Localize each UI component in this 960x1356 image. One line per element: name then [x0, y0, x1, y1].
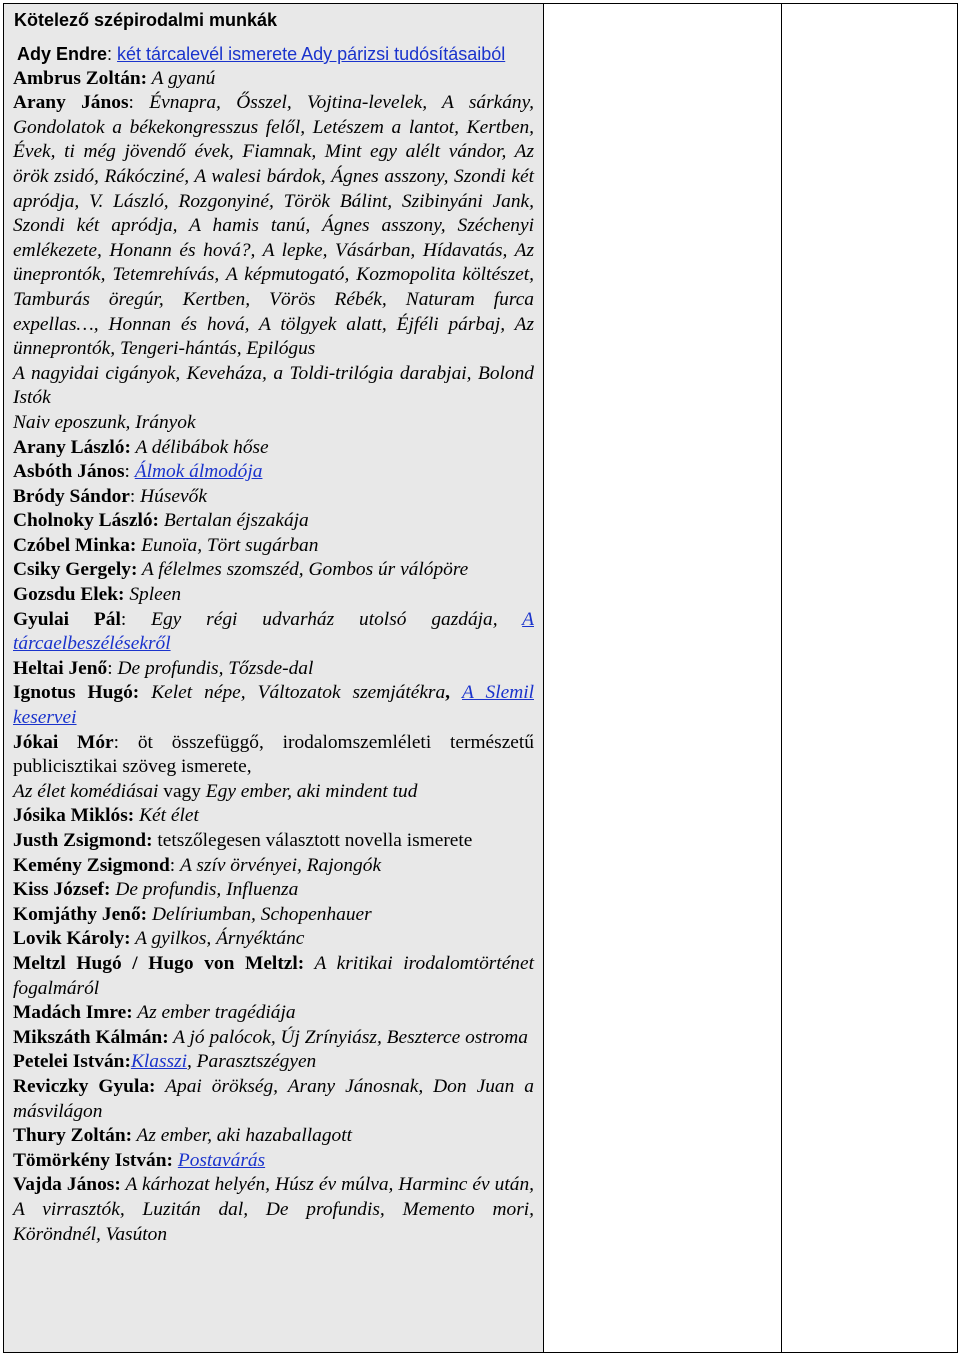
work-titles: Apai örökség, Arany Jánosnak, Don Juan a másvilágon — [13, 1075, 534, 1122]
author-name: Kiss József: — [13, 879, 111, 901]
entry-csiky — [13, 558, 534, 583]
author-name: Asbóth János — [13, 461, 125, 483]
entry-ambrus — [13, 67, 534, 92]
work-titles: A kárhozat helyén, Húsz év múlva, Harminc év után, A virrasztók, Luzitán dal, De profundis, Memento mori, Köröndnél, Vasúton — [13, 1174, 534, 1245]
entry-kiss — [13, 878, 534, 903]
work-titles: Spleen — [124, 584, 182, 606]
entry-ady: Ady Endre: két tárcalevél ismerete Ady párizsi tudósításaiból — [17, 44, 506, 64]
author-name: Czóbel Minka: — [13, 534, 137, 556]
author-name: Ady Endre — [17, 44, 108, 64]
reading-list-cell — [4, 4, 544, 1353]
author-name: Arany László: — [13, 436, 131, 458]
entry-josika — [13, 804, 534, 829]
author-name: Bródy Sándor — [13, 485, 130, 507]
work-titles: Húsevők — [140, 485, 207, 507]
work-titles: Az ember, aki hazaballagott — [132, 1125, 352, 1147]
entry-czobel — [13, 534, 534, 559]
author-name: Heltai Jenő — [13, 657, 108, 679]
work-titles: Két élet — [134, 805, 199, 827]
work-link[interactable]: két tárcalevél ismerete Ady párizsi tudósításaiból — [117, 44, 506, 64]
entry-arany-janos-line3: Naiv eposzunk, Irányok — [13, 411, 196, 433]
author-name: Csiky Gergely: — [13, 559, 138, 581]
work-titles: Eunoïa, Tört sugárban — [136, 534, 319, 556]
work-titles: A jó palócok, Új Zrínyiász, Beszterce ostroma — [168, 1026, 528, 1048]
entry-kemeny: Kemény Zsigmond: A szív örvényei, Rajongók — [13, 854, 382, 876]
entry-lovik — [13, 927, 534, 952]
author-name: Jókai Mór — [13, 731, 114, 753]
work-titles: De profundis, Tőzsde-dal — [117, 657, 314, 679]
author-name: Mikszáth Kálmán: — [13, 1026, 169, 1048]
work-titles: Kelet népe, Változatok szemjátékra — [139, 682, 446, 704]
entry-ignotus: Ignotus Hugó: Kelet népe, Változatok szemjátékra, A Slemil keservei — [13, 682, 534, 729]
entry-petelei — [13, 1050, 534, 1075]
entry-note: : öt összefüggő, irodalomszemléleti természetű publicisztikai szöveg ismerete, — [13, 731, 534, 778]
entry-vajda — [13, 1173, 534, 1247]
author-name: Arany János — [13, 92, 129, 114]
section-heading: Kötelező szépirodalmi munkák — [14, 10, 278, 30]
entry-justh — [13, 829, 534, 854]
author-name: Lovik Károly: — [13, 928, 131, 950]
work-titles: A délibábok hőse — [130, 436, 269, 458]
entry-arany-janos-line2: A nagyidai cigányok, Keveháza, a Toldi-trilógia darabjai, Bolond Istók — [13, 362, 534, 409]
author-name: Cholnoky László: — [13, 510, 159, 532]
work-titles: Az ember tragédiája — [132, 1002, 296, 1024]
work-titles: A gyilkos, Árnyéktánc — [130, 928, 305, 950]
work-titles: A félelmes szomszéd, Gombos úr válópöre — [137, 559, 469, 581]
work-titles: Évnapra, Ősszel, Vojtina-levelek, A sárkány, Gondolatok a békekongresszus felől, Letészem a lantot, Kertben, Évek, ti még jövendő évek, Fiamnak, Mint egy alélt vándor, Az örök zsidó, Rákócziné, A walesi bárdok, Ágnes asszony, Szondi két apródja, V. László, Rozgonyiné, Török Bálint, Szibinyáni Jank, Szondi két apródja, A hamis tanú, Ágnes asszony, Széchenyi emlékezete, Honann és hová?, A lepke, Vásárban, Hídavatás, Az üneprontók, Tetemrehívás, A képmutogató, Kozmopolita költészet, Tamburás öregúr, Kertben, Vörös Rébék, Naturam furca expellas…, Honnan és hová, A tölgyek alatt, Éjféli párbaj, Az ünneprontók, Tengeri-hántás, Epilógus — [13, 92, 534, 360]
work-titles: Bertalan éjszakája — [159, 510, 309, 532]
entry-gozsdu — [13, 583, 534, 608]
entry-thury — [13, 1124, 534, 1149]
author-name: Madách Imre: — [13, 1002, 133, 1024]
author-name: Thury Zoltán: — [13, 1125, 133, 1147]
work-titles: A gyanú — [147, 67, 216, 89]
work-titles: Egy régi udvarház utolsó gazdája, — [151, 608, 523, 630]
author-name: Jósika Miklós: — [13, 805, 135, 827]
entry-madach — [13, 1001, 534, 1026]
work-titles: , Parasztszégyen — [186, 1051, 317, 1073]
work-titles: A szív örvényei, Rajongók — [180, 854, 382, 876]
entry-meltzl — [13, 952, 534, 1001]
author-name: Kemény Zsigmond — [13, 854, 170, 876]
author-name: Ambrus Zoltán: — [13, 67, 148, 89]
work-titles: Delíriumban, Schopenhauer — [147, 903, 372, 925]
entry-arany-laszlo — [13, 436, 534, 461]
work-titles: Egy ember, aki mindent tud — [205, 780, 418, 802]
entry-jokai-line2: Az élet komédiásai vagy Egy ember, aki mindent tud — [13, 780, 418, 802]
entry-tomorkeny — [13, 1149, 534, 1174]
author-name: Gyulai Pál — [13, 608, 121, 630]
document-table — [3, 3, 958, 1353]
entry-note: tetszőlegesen választott novella ismerete — [152, 830, 473, 851]
work-link[interactable]: Álmok álmodója — [134, 461, 263, 483]
work-link[interactable]: Klasszi — [130, 1051, 187, 1073]
work-titles: A kritikai irodalomtörténet fogalmáról — [13, 952, 534, 999]
empty-column-2 — [544, 4, 782, 1353]
author-name: Komjáthy Jenő: — [13, 903, 148, 925]
author-name: Reviczky Gyula: — [13, 1075, 156, 1097]
entry-arany-janos: Arany János: Évnapra, Ősszel, Vojtina-levelek, A sárkány, Gondolatok a békekongresszus felől, Letészem a lantot, Kertben, Évek, ti még jövendő évek, Fiamnak, Mint egy alélt vándor, Az örök zsidó, Rákócziné, A walesi bárdok, Ágnes asszony, Szondi két apródja, V. László, Rozgonyiné, Török Bálint, Szibinyáni Jank, Szondi két apródja, A hamis tanú, Ágnes asszony, Széchenyi emlékezete, Honann és hová?, A lepke, Vásárban, Hídavatás, Az üneprontók, Tetemrehívás, A képmutogató, Kozmopolita költészet, Tamburás öregúr, Kertben, Vörös Rébék, Naturam furca expellas…, Honnan és hová, A tölgyek alatt, Éjféli párbaj, Az ünneprontók, Tengeri-hántás, Epilógus — [13, 92, 534, 360]
entry-jokai — [13, 731, 534, 780]
entry-gyulai: Gyulai Pál: Egy régi udvarház utolsó gazdája, A tárcaelbeszélésekről — [13, 608, 534, 655]
entry-reviczky — [13, 1075, 534, 1124]
work-titles: Az élet komédiásai — [13, 780, 159, 802]
entry-asboth: Asbóth János: Álmok álmodója — [13, 461, 263, 483]
entry-komjathy — [13, 903, 534, 928]
author-name: Meltzl Hugó / Hugo von Meltzl: — [13, 952, 305, 974]
author-name: Gozsdu Elek: — [13, 584, 125, 606]
entry-cholnoky — [13, 509, 534, 534]
work-titles: De profundis, Influenza — [110, 879, 299, 901]
work-link[interactable]: Postavárás — [177, 1149, 266, 1171]
author-name: Ignotus Hugó: — [13, 682, 140, 704]
work-link[interactable]: A tárcaelbeszélésekről — [13, 608, 534, 655]
author-name: Vajda János: — [13, 1174, 121, 1196]
entry-mikszath — [13, 1026, 534, 1051]
work-link[interactable]: A Slemil keservei — [13, 682, 534, 729]
entry-brody: Bródy Sándor: Húsevők — [13, 485, 207, 507]
author-name: Petelei István: — [13, 1051, 131, 1073]
author-name: Tömörkény István: — [13, 1149, 173, 1171]
empty-column-3 — [782, 4, 958, 1353]
entry-heltai: Heltai Jenő: De profundis, Tőzsde-dal — [13, 657, 314, 679]
author-name: Justh Zsigmond: — [13, 830, 153, 851]
